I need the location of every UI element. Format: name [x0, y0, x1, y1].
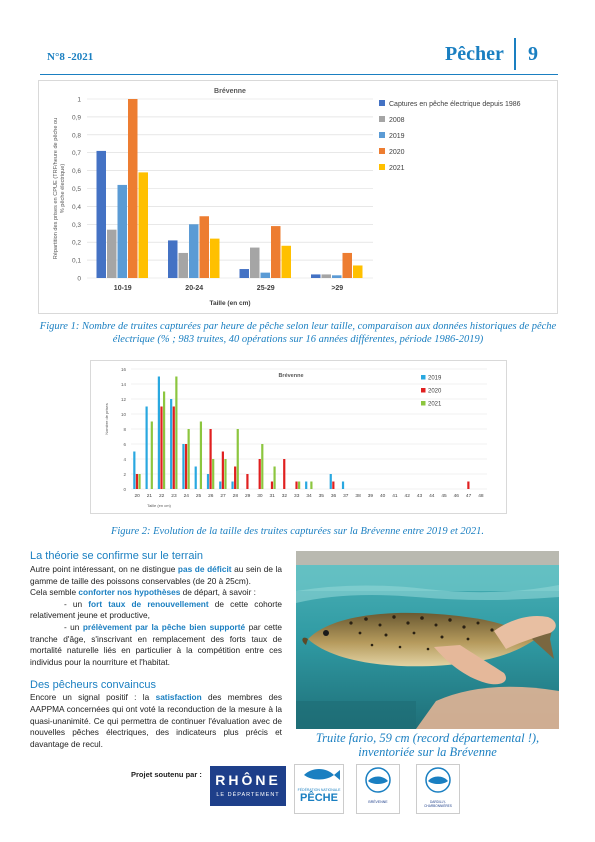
bar: [322, 274, 332, 278]
page-number: 9: [528, 43, 538, 65]
x-tick-label: 42: [404, 494, 410, 499]
y-tick-label: 0,1: [71, 257, 81, 265]
bar: [138, 474, 140, 489]
highlight-hypotheses: conforter nos hypothèses: [78, 587, 181, 598]
text-run: de cette cohorte relativement jeune et productive,: [30, 598, 282, 621]
text-run: - un: [64, 621, 83, 632]
bar: [259, 459, 261, 489]
x-tick-label: 25-29: [256, 285, 275, 292]
bar: [353, 265, 363, 278]
x-tick-label: 31: [269, 494, 275, 499]
x-tick-label: 33: [294, 494, 300, 499]
figure2-svg: [91, 361, 506, 513]
legend-label: 2019: [389, 133, 405, 140]
chart-title: Brévenne: [214, 88, 246, 95]
bar: [128, 99, 138, 278]
x-tick-label: 44: [429, 494, 435, 499]
y-axis-label: Répartition des prises en CPUE (TRF/heure de pêche ou% pêche électrique): [53, 117, 66, 260]
bar: [97, 151, 107, 278]
rhone-logo: [210, 766, 286, 806]
figure2-caption: Figure 2: Evolution de la taille des truites capturées sur la Brévenne entre 2019 et 2021.: [110, 526, 485, 537]
header-rule: [40, 74, 558, 75]
bar: [222, 452, 224, 490]
federation-logo-name: PÊCHE: [300, 792, 338, 804]
rhone-logo-sub: LE DÉPARTEMENT: [216, 792, 280, 798]
bullet-2: [30, 622, 282, 668]
y-tick-label: 0,4: [71, 203, 81, 211]
bullet-1: [30, 599, 282, 622]
highlight-deficit: pas de déficit: [177, 564, 232, 574]
legend-swatch: [379, 132, 385, 138]
x-tick-label: 22: [159, 494, 165, 499]
bar: [209, 429, 211, 489]
photo-caption: Truite fario, 59 cm (record départemental !), inventoriée sur la Brévenne: [315, 731, 540, 759]
text-run: au sein de la gamme de taille des poissons conservables (de 20 à 25cm).: [30, 564, 283, 586]
legend-label: 2021: [428, 401, 442, 408]
bar: [200, 422, 202, 490]
x-tick-label: 43: [416, 494, 423, 499]
federation-logo-top: FÉDÉRATION NATIONALE: [297, 788, 341, 792]
bar: [332, 275, 342, 278]
bar: [231, 482, 233, 490]
bar: [261, 444, 263, 489]
highlight-renewal: fort taux de renouvellement: [88, 598, 209, 609]
bar: [182, 444, 184, 489]
bar: [295, 482, 297, 490]
y-tick-label: 14: [120, 382, 126, 387]
y-tick-label: 4: [123, 457, 126, 462]
bar: [332, 482, 334, 490]
x-tick-label: 20: [134, 494, 140, 499]
x-tick-label: 37: [343, 494, 349, 499]
fish-circle-icon: [358, 765, 398, 795]
bar: [342, 482, 344, 490]
highlight-harvest: prélèvement par la pêche bien supporté: [82, 621, 246, 632]
x-tick-label: 41: [392, 494, 398, 499]
trout-photo: [296, 551, 559, 729]
legend-swatch: [379, 116, 385, 122]
legend-label: Captures en pêche électrique depuis 1986: [389, 101, 521, 108]
text-run: par cette tranche d'âge, s'inscrivant en remplacement des forts taux de mortalité naturelle liés en particulier à la compétition entre ces individus pour la nourriture et l'habitat.: [30, 621, 282, 667]
bar: [136, 474, 138, 489]
bar: [139, 172, 149, 278]
bar: [250, 248, 260, 278]
figure1-svg: [39, 81, 557, 313]
y-tick-label: 6: [123, 442, 126, 447]
bar: [343, 253, 353, 278]
bar: [146, 407, 148, 490]
x-tick-label: 27: [220, 494, 226, 499]
figure1-chart: [38, 80, 558, 314]
x-axis-label: Taille (en cm): [209, 300, 251, 307]
text-run: des membres des AAPPMA concernées qui ont voté la reconduction de la mesure à la quasi-unanimité. Ce qui permettra de continuer l'évaluation avec de nouvelles pêches électriques, des indicateurs plus précis et davantage de recul.: [30, 692, 282, 749]
legend-swatch: [421, 388, 426, 393]
bar: [298, 482, 300, 490]
legend-swatch: [379, 100, 385, 106]
aappma-dardilly-logo: [416, 764, 460, 814]
bar: [282, 246, 292, 278]
bar: [185, 444, 187, 489]
x-tick-label: 34: [306, 494, 312, 499]
bar: [237, 429, 239, 489]
issue-number: N°8 -2021: [47, 51, 94, 63]
y-tick-label: 10: [120, 412, 126, 417]
y-tick-label: 0: [77, 275, 81, 283]
paragraph-3: [30, 692, 282, 750]
chart-title: Brévenne: [278, 373, 304, 379]
x-tick-label: 32: [281, 494, 288, 499]
y-tick-label: 0,7: [71, 150, 81, 158]
sponsor-label: Projet soutenu par :: [131, 770, 202, 779]
bar: [195, 467, 197, 490]
x-tick-label: 47: [465, 494, 472, 499]
x-tick-label: 21: [146, 494, 153, 499]
y-tick-label: 0,6: [71, 168, 81, 176]
bar: [311, 274, 321, 278]
y-tick-label: 1: [77, 96, 81, 104]
legend-label: 2020: [389, 149, 405, 156]
bar: [188, 429, 190, 489]
paragraph-1: [30, 564, 282, 587]
x-tick-label: 29: [244, 494, 251, 499]
magazine-title: Pêcher: [445, 43, 504, 65]
rhone-logo-name: RHÔNE: [215, 772, 281, 788]
bar: [189, 224, 199, 278]
x-tick-label: 40: [379, 494, 386, 499]
legend-swatch: [421, 401, 426, 406]
bar: [207, 474, 209, 489]
header-divider: [514, 38, 516, 70]
text-run: - un: [64, 598, 89, 609]
section-title-anglers: Des pêcheurs convaincus: [30, 679, 156, 692]
bar: [133, 452, 135, 490]
legend-swatch: [379, 148, 385, 154]
x-tick-label: >29: [331, 285, 344, 292]
x-tick-label: 28: [232, 494, 239, 499]
bar: [107, 230, 117, 278]
x-tick-label: 23: [171, 494, 177, 499]
article-column: [30, 564, 282, 750]
y-axis-label: Nombre de prises: [104, 403, 109, 435]
y-tick-label: 0,9: [71, 114, 81, 122]
fish-icon: [296, 765, 342, 783]
bar: [170, 399, 172, 489]
x-tick-label: 48: [478, 494, 484, 499]
legend-label: 2020: [428, 388, 442, 395]
figure1-caption: Figure 1: Nombre de truites capturées par heure de pêche selon leur taille, comparaison aux données historiques de pêche électrique (% ; 983 truites, 40 opérations sur 16 années différentes, période 1986-2019): [39, 321, 557, 345]
bar: [160, 407, 162, 490]
x-tick-label: 39: [367, 494, 374, 499]
section-title-theory: La théorie se confirme sur le terrain: [30, 550, 204, 562]
legend-swatch: [421, 375, 426, 380]
figure2-chart: [90, 360, 507, 514]
legend-label: 2019: [428, 375, 442, 382]
x-tick-label: 25: [195, 494, 202, 499]
x-tick-label: 45: [441, 494, 447, 499]
bar: [273, 467, 275, 490]
text-run: Cela semble: [30, 587, 79, 598]
x-tick-label: 26: [208, 494, 214, 499]
bar: [310, 482, 312, 490]
federation-peche-logo: [294, 764, 344, 814]
bar: [118, 185, 128, 278]
x-tick-label: 35: [318, 494, 324, 499]
bar: [151, 422, 153, 490]
x-axis-label: Taille (en cm): [147, 503, 171, 508]
y-tick-label: 0,2: [71, 239, 81, 247]
bar: [224, 459, 226, 489]
bar: [246, 474, 248, 489]
highlight-satisfaction: satisfaction: [155, 692, 202, 703]
bar: [271, 482, 273, 490]
bar: [175, 377, 177, 490]
y-tick-label: 2: [123, 472, 126, 477]
bar: [179, 253, 189, 278]
bar: [261, 273, 271, 278]
legend-swatch: [379, 164, 385, 170]
bar: [330, 474, 332, 489]
y-tick-label: 0,3: [71, 221, 81, 229]
bar: [240, 269, 250, 278]
bar: [200, 216, 210, 278]
legend-label: 2008: [389, 117, 405, 124]
x-tick-label: 46: [453, 494, 459, 499]
y-tick-label: 0,8: [71, 132, 81, 140]
x-tick-label: 38: [355, 494, 361, 499]
x-tick-label: 36: [330, 494, 337, 499]
aappma-dardilly-name: DARDILLY-CHARBONNIÈRES: [424, 800, 452, 808]
bar: [163, 392, 165, 490]
fish-circle-icon: [418, 765, 458, 795]
x-tick-label: 20-24: [185, 285, 204, 292]
bar: [173, 407, 175, 490]
bar: [210, 239, 220, 278]
legend-label: 2021: [389, 165, 405, 172]
y-tick-label: 16: [120, 367, 126, 372]
aappma-brevenne-name: BRÉVENNE: [368, 800, 388, 804]
x-tick-label: 10-19: [113, 285, 132, 292]
y-tick-label: 8: [123, 427, 126, 432]
y-tick-label: 0: [123, 487, 126, 492]
text-run: Autre point intéressant, on ne distingue: [30, 564, 178, 574]
bar: [212, 459, 214, 489]
text-run: Encore un signal positif : la: [30, 692, 156, 703]
text-run: de départ, à savoir :: [180, 587, 256, 598]
bar: [271, 226, 281, 278]
bar: [168, 240, 178, 278]
bar: [467, 482, 469, 490]
bar: [234, 467, 236, 490]
bar: [158, 377, 160, 490]
y-tick-label: 12: [120, 397, 126, 402]
x-tick-label: 30: [257, 494, 263, 499]
bar: [219, 482, 221, 490]
bar: [283, 459, 285, 489]
aappma-brevenne-logo: [356, 764, 400, 814]
paragraph-2: [30, 587, 282, 599]
x-tick-label: 24: [183, 494, 189, 499]
y-tick-label: 0,5: [71, 186, 81, 193]
bar: [305, 482, 307, 490]
